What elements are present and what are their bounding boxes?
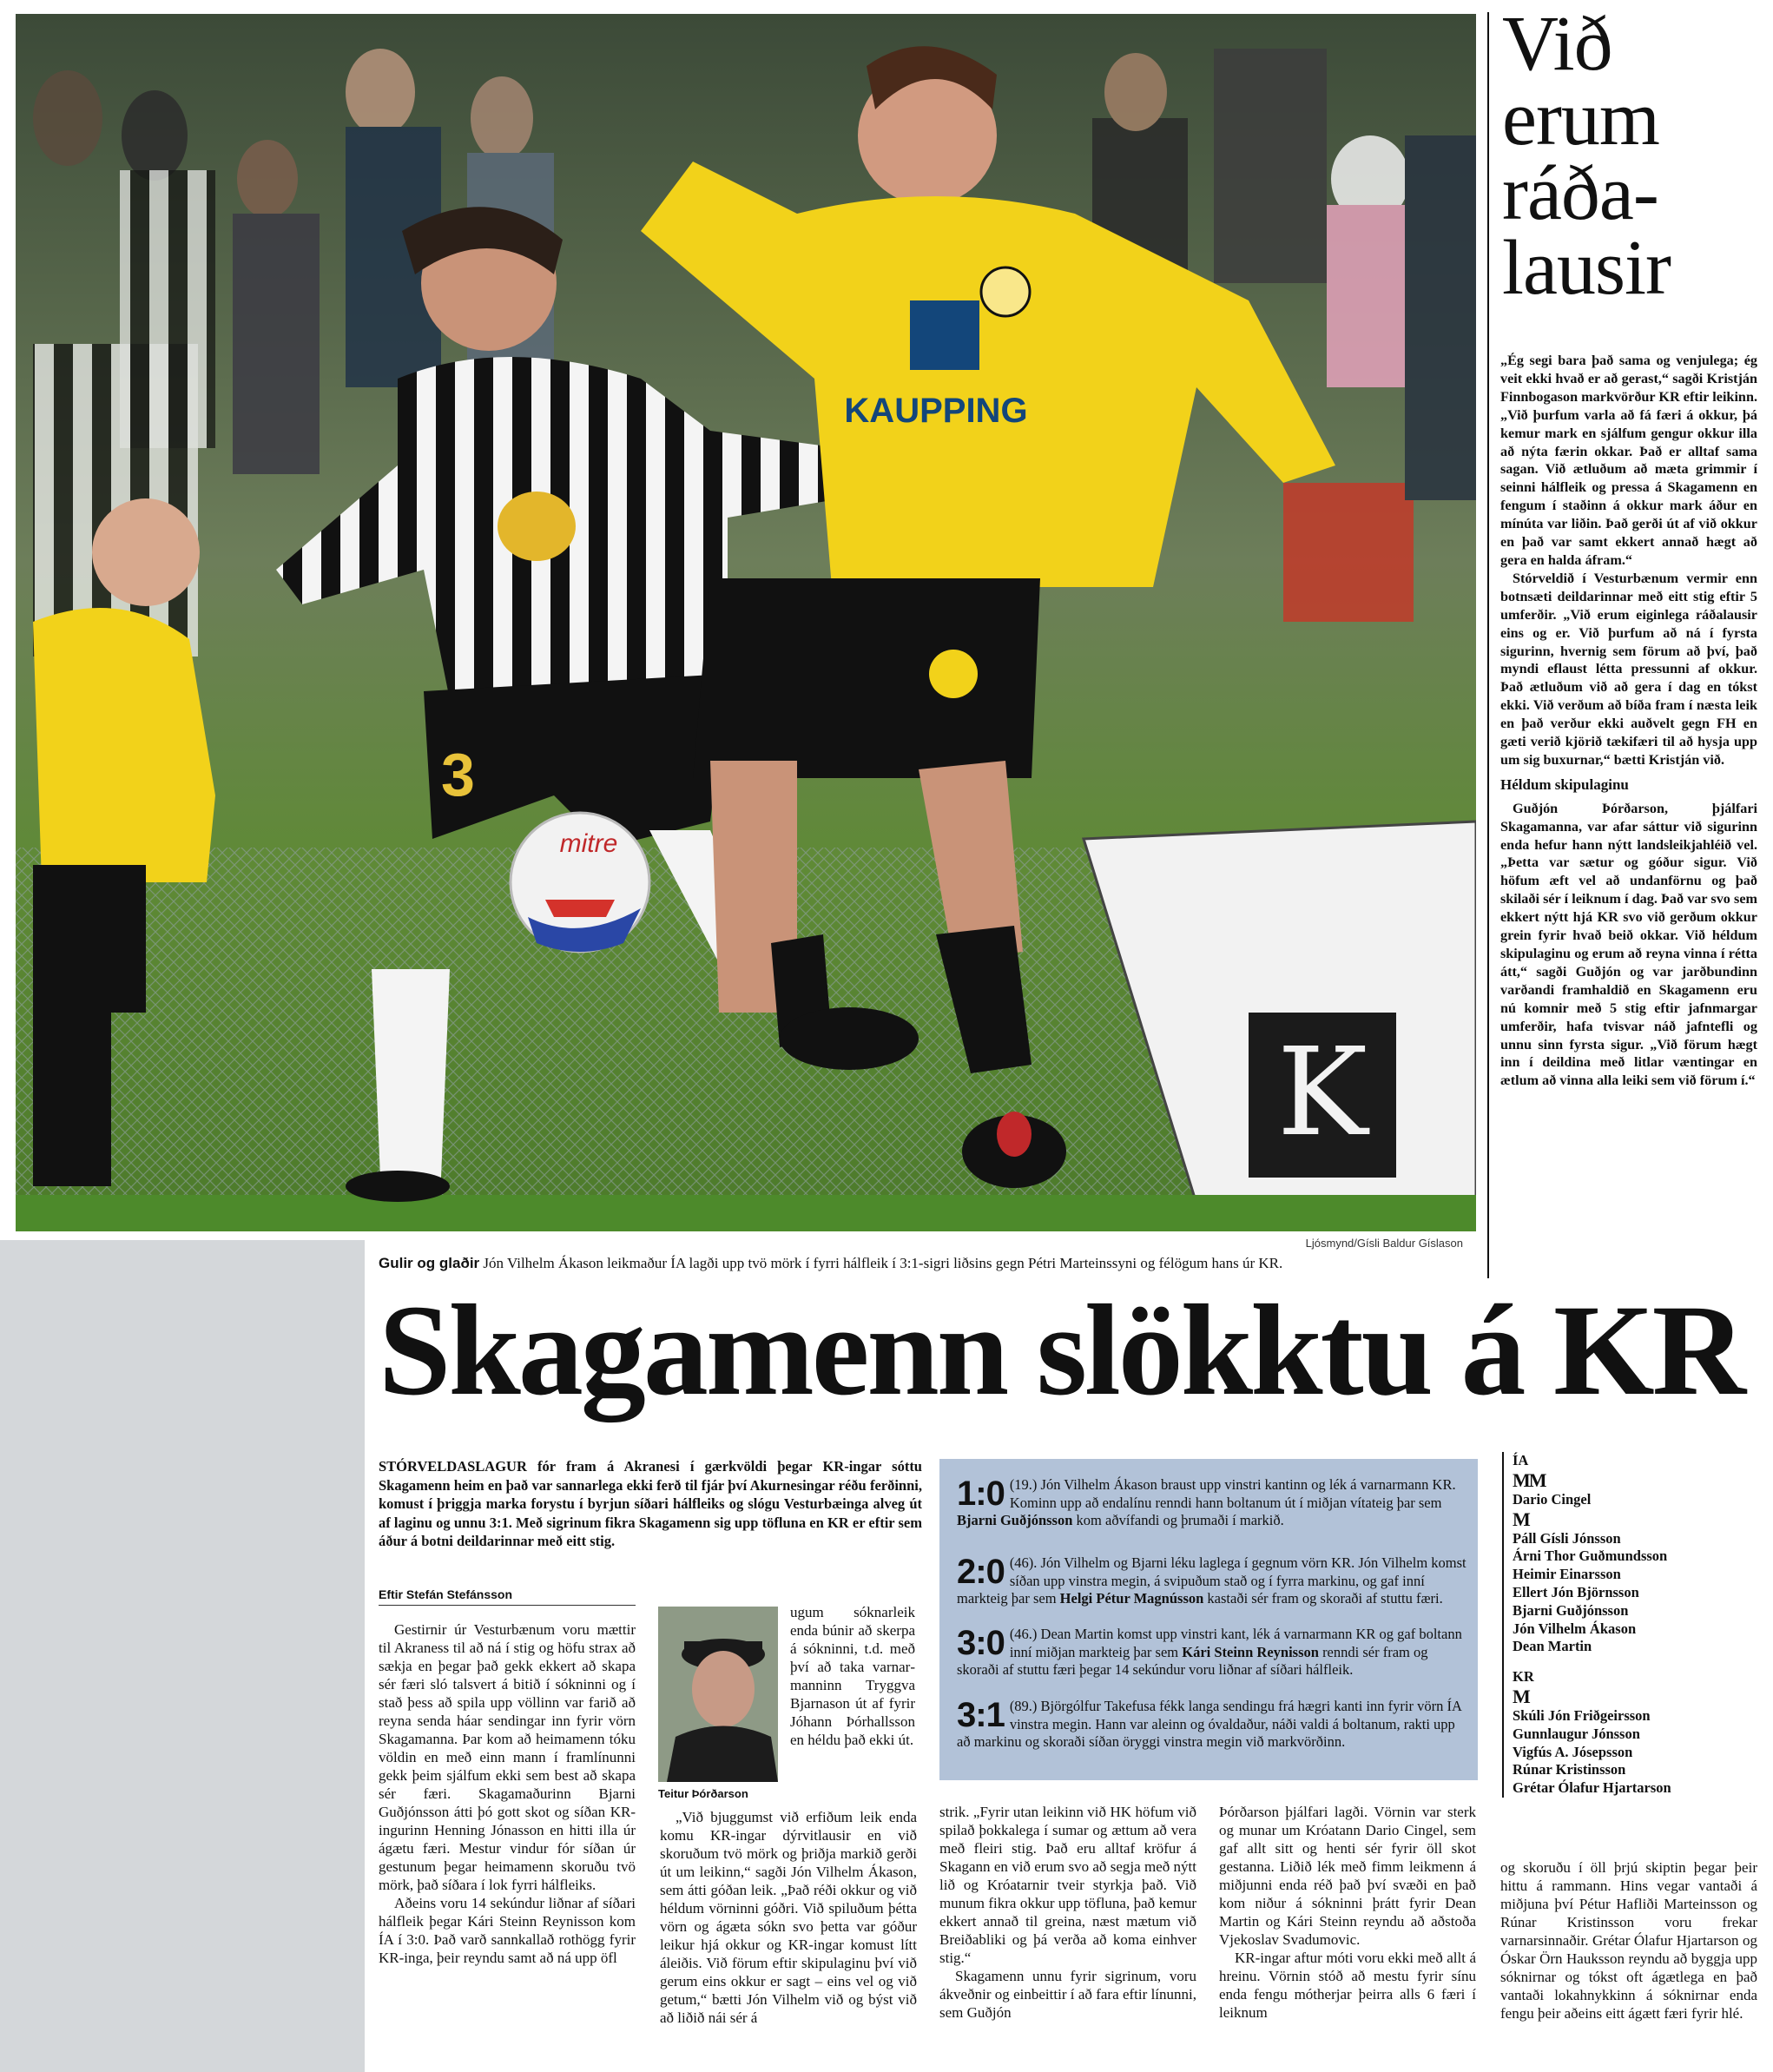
shirt-sponsor: KAUPPING — [844, 392, 1028, 430]
sidebar-paragraph: Stórveldið í Vesturbænum vermir enn botnsæti deildarinnar með eitt stig eftir 5 umferðir. „Við erum eiginlega ráðalausir eins og er. Við þurfum að ná í fyrsta sigurinn, hvernig sem förum að því, það myndi eflaust létta pressunni af okkur. Það ætluðum við að gera í dag en tókst ekki. Við verðum að bíða fram í næsta leik en það verður ekki auðvelt gegn FH en gæti verið kjörið tækifæri til að hysja upp um sig buxurnar,“ bætti Kristján við. — [1500, 570, 1757, 768]
match-photo — [16, 14, 1476, 1231]
goal-text-after: kastaði sér fram og skoraði af stuttu færi. — [1203, 1590, 1443, 1607]
sidebar-headline-line: lausir — [1502, 225, 1671, 311]
body-column-2 — [660, 1808, 917, 2027]
team-lineups — [1513, 1452, 1764, 1798]
sidebar-headline-line: erum — [1502, 76, 1659, 162]
body-paragraph: strik. „Fyrir utan leikinn við HK höfum við spilað þokkalega í sumar og ættum að vera með fleiri stig. Það eru alltaf kröfur á Skagann en við erum svo að segja með nýtt lið og Króatarnir tveir styrkja það. Við munum fikra okkur upp töfluna, það kemur ekkert annað til greina, næst mætum við Breiðabliki og þá verða að koma einhver stig.“ — [939, 1804, 1196, 1966]
body-paragraph: Gestirnir úr Vesturbænum voru mættir til Akraness til að ná í stig og höfu strax að sækja en þegar það gekk ekkert að skapa sér færi sló talsvert á bitið í sókninni og í stað þess að spila upp völlinn var farið að reyna senda háar sendingar inn fyrir vörn Skagamanna. Þar kom að heimamenn tóku völdin en með einn mann í framlínunni gekk þeim sjálfum ekki sem best að skapa sér færi. Skagamaðurinn Bjarni Guðjónsson átti þó gott skot og síðan KR-ingurinn Henning Jónasson en hitti illa úr ágætu færi. Mestur vindur fór síðan úr gestunum þegar heimamenn skoruðu tvö mörk, það síðara í lok fyrri hálfleiks. — [379, 1621, 636, 1893]
player-name: Vigfús A. Jósepsson — [1513, 1743, 1633, 1760]
goal-scorer: Kári Steinn Reynisson — [1182, 1643, 1319, 1660]
lead-paragraph — [379, 1457, 922, 1551]
body-paragraph: „Við bjuggumst við erfiðum leik enda komu KR-ingar dýrvitlausir en við skoruðum tvö mörk og þriðja markið gerði út um leikinn,“ sagði Jón Vilhelm Ákason, sem átti góðan leik. „Það réði okkur og við héldum vörninni góðri. Við spiluðum þétta vörn og ágæta sókn svo þetta var góður leikur hjá okkur og KR-ingar komust lítt áleiðis. Við förum eftir skipulaginu því við gerum eins okkur er sagt – eins vel og við getum,“ bætti Jón Vilhelm við og býst við að liðið nái sér á — [660, 1809, 917, 2026]
player-name: Árni Thor Guðmundsson — [1513, 1547, 1668, 1565]
rating-m: M — [1513, 1508, 1529, 1530]
player-name: Ellert Jón Björnsson — [1513, 1583, 1639, 1600]
banner-letter: K — [1276, 1022, 1368, 1164]
player-name: Bjarni Guðjónsson — [1513, 1601, 1629, 1619]
sidebar-subheading: Héldum skipulaginu — [1500, 775, 1629, 793]
player-name: Dario Cingel — [1513, 1490, 1592, 1508]
sidebar-headline — [1502, 1, 1763, 311]
goal-text: (46). Jón Vilhelm og Bjarni léku laglega í gegnum vörn KR. Jón Vilhelm komst síðan upp vinstra megin, á svipuðum stað og í fyrra markinu, og gaf inní markteig þar sem — [957, 1554, 1467, 1607]
body-paragraph: og skoruðu í öll þrjú skiptin þegar þeir hittu á rammann. Hins vegar vantaði á miðjuna því Pétur Hafliði Marteinsson og Rúnar Kristinsson voru frekar varnarsinnaðir. Grétar Ólafur Hjartarson og Óskar Örn Hauksson reyndu að byggja upp sóknirnar og tókst oft ágætlega en það vantaði lokahnykkinn á sóknirnar enda fengu þeir aðeins eitt ágætt færi fyrir hlé. — [1500, 1859, 1757, 2022]
sidebar-paragraph: „Ég segi bara það sama og venjulega; ég veit ekki hvað er að gerast,“ sagði Kristján Finnbogason markvörður KR eftir leikinn. „Við þurfum varla að fá færi á okkur, þá kemur mark en sjálfum gengur okkur illa að nýta færin okkar. Það er alltaf sama sagan. Við ætluðum að mæta grimmir í seinni hálfleik og pressa á Skagamenn en fengum í staðinn á okkur mark áður en mínúta var liðin. Það gerði út af við okkur en það var samt ekkert annað hægt að gera en halda áfram.“ — [1500, 353, 1757, 568]
player-name: Grétar Ólafur Hjartarson — [1513, 1779, 1671, 1797]
goal-score: 3:1 — [957, 1696, 1005, 1734]
body-paragraph: Skagamenn unnu fyrir sigrinum, voru ákveðnir og einbeittir í að fara eftir línunni, sem Guðjón — [939, 1968, 1196, 2021]
sidebar-headline-line: ráða- — [1502, 150, 1658, 236]
team-label-kr: KR — [1513, 1668, 1534, 1686]
player-name: Gunnlaugur Jónsson — [1513, 1725, 1640, 1742]
rating-m: M — [1513, 1685, 1529, 1707]
goal-entry — [957, 1476, 1471, 1530]
portrait-photo — [658, 1607, 778, 1782]
lead-text: fór fram á Akranesi í gærkvöldi þegar KR-ingar sóttu Skagamenn heim en það var sannarlega ekki ferð til fjár því Akurnesingar réðu ferðinni, komust í þriggja marka forystu í byrjun síðari hálfleiks og slógu Vesturbæinga alveg út af laginu og unnu 3:1. Með sigrinum fikra Skagamenn sig upp töfluna en KR er eftir sem áður á botni deildarinnar með eitt stig. — [379, 1458, 922, 1549]
player-name: Páll Gísli Jónsson — [1513, 1529, 1621, 1547]
player-name: Skúli Jón Friðgeirsson — [1513, 1706, 1651, 1724]
body-paragraph: KR-ingar aftur móti voru ekki með allt á hreinu. Vörnin stóð að mestu fyrir sínu enda fengu mótherjar þeirra alls 6 færi í leiknum — [1219, 1950, 1476, 2021]
goal-score: 2:0 — [957, 1553, 1005, 1591]
byline: Eftir Stefán Stefánsson — [379, 1587, 636, 1606]
ball-brand: mitre — [559, 829, 618, 858]
player-name: Jón Vilhelm Ákason — [1513, 1620, 1637, 1637]
goal-scorer: Helgi Pétur Magnússon — [1059, 1590, 1204, 1607]
team-label-ia: ÍA — [1513, 1452, 1529, 1468]
caption-lead: Gulir og glaðir — [379, 1255, 480, 1271]
lead-kicker: STÓRVELDASLAGUR — [379, 1458, 527, 1475]
goal-entry — [957, 1554, 1471, 1608]
body-column-1 — [379, 1620, 636, 1967]
body-paragraph: ugum sóknarleik enda búnir að skerpa á sókninni, t.d. með því að taka varnarmanninn Tryggva Bjarnason út af fyrir Jóhann Þórhallsson en héldu það ekki út. — [790, 1604, 915, 1748]
player-name: Dean Martin — [1513, 1638, 1592, 1655]
body-paragraph: Þórðarson þjálfari lagði. Vörnin var sterk og munar um Króatann Dario Cingel, sem gaf allt sitt og henti sér fyrir öll skot gestanna. Liðið lék með fimm leikmenn á miðjunni enda réð það því svæði en það kom niður á sókninni þrátt fyrir Dean Martin og Kári Steinn reyndu að aðstoða Vjekoslav Svadumovic. — [1219, 1804, 1476, 1948]
lineup-rule — [1502, 1452, 1504, 1798]
goal-score: 3:0 — [957, 1624, 1005, 1662]
goals-box — [939, 1459, 1478, 1780]
body-column-2-top — [790, 1603, 915, 1749]
sidebar-headline-line: Við — [1502, 1, 1612, 87]
column-rule — [1487, 12, 1489, 1278]
goal-entry — [957, 1626, 1471, 1679]
rating-mm: MM — [1513, 1468, 1546, 1491]
goal-text: (46.) Dean Martin komst upp vinstri kant, lék á varnarmann KR og gaf boltann inní miðjan markteig þar sem — [1009, 1626, 1462, 1660]
goal-score: 1:0 — [957, 1475, 1005, 1513]
sidebar-paragraph: Guðjón Þórðarson, þjálfari Skagamanna, var afar sáttur við sigurinn enda hefur hann nýtt landsleikjahléið vel. „Þetta var sætur og góður sigur. Við höfum æft vel að undanförnu og það skilaði sér í leiknum í dag. Það var svo sem ekkert nýtt hjá KR svo við gerðum okkur grein fyrir hvað beið okkar. Við héldum skipulaginu og erum að reyna vinna í rétta átt,“ sagði Guðjón og var jarðbundinn varðandi framhaldið en Skagamenn eru nú komnir með 5 stig eftir jafnmargar umferðir, hafa tvisvar náð jafntefli og unnu sinn fyrsta sigur. „Við förum hægt inn í deildina með litlar væntingar en ætlum að vinna alla leiki sem við förum í.“ — [1500, 800, 1757, 1089]
goal-entry — [957, 1698, 1471, 1752]
goal-scorer: Bjarni Guðjónsson — [957, 1512, 1073, 1528]
goal-text: (19.) Jón Vilhelm Ákason braust upp vinstri kantinn og lék á varnarmann KR. Kominn upp að endalínu renndi hann boltanum út í miðjan vítateig þar sem — [1009, 1476, 1456, 1511]
goal-text: (89.) Björgólfur Takefusa fékk langa sendingu frá hægri kanti inn fyrir vörn ÍA vinstra megin. Hann var aleinn og óvaldaður, náði valdi á boltanum, rakti upp að markinu og skoraði síðan öryggi vinstra megin við markvörðinn. — [957, 1698, 1461, 1750]
portrait-caption: Teitur Þórðarson — [658, 1787, 748, 1800]
photo-caption — [379, 1254, 1473, 1273]
goal-text-after: renndi sér fram og skoraði af stuttu færi þegar 14 sekúndur voru liðnar af síðari hálfleik. — [957, 1643, 1428, 1678]
body-paragraph: Aðeins voru 14 sekúndur liðnar af síðari hálfleik þegar Kári Steinn Reynisson kom ÍA í 3:0. Það varð sannkallað rothögg fyrir KR-inga, þeir reyndu samt að ná upp öfl — [379, 1895, 636, 1966]
grey-side-panel — [0, 1240, 365, 2072]
player-name: Heimir Einarsson — [1513, 1566, 1621, 1583]
caption-text: Jón Vilhelm Ákason leikmaður ÍA lagði upp tvö mörk í fyrri hálfleik í 3:1-sigri liðsins gegn Pétri Marteinssyni og félögum hans úr KR. — [479, 1255, 1283, 1271]
body-column-4 — [1219, 1803, 1476, 2022]
photo-credit: Ljósmynd/Gísli Baldur Gíslason — [1305, 1237, 1463, 1250]
shirt-number: 3 — [441, 741, 475, 808]
player-name: Rúnar Kristinsson — [1513, 1761, 1626, 1778]
body-column-3 — [939, 1803, 1196, 2022]
body-column-5 — [1500, 1858, 1757, 2023]
sidebar-body — [1500, 352, 1757, 1090]
goal-text-after: kom aðvífandi og þrumaði í markið. — [1072, 1512, 1284, 1528]
main-headline: Skagamenn slökktu á KR — [379, 1278, 1743, 1422]
